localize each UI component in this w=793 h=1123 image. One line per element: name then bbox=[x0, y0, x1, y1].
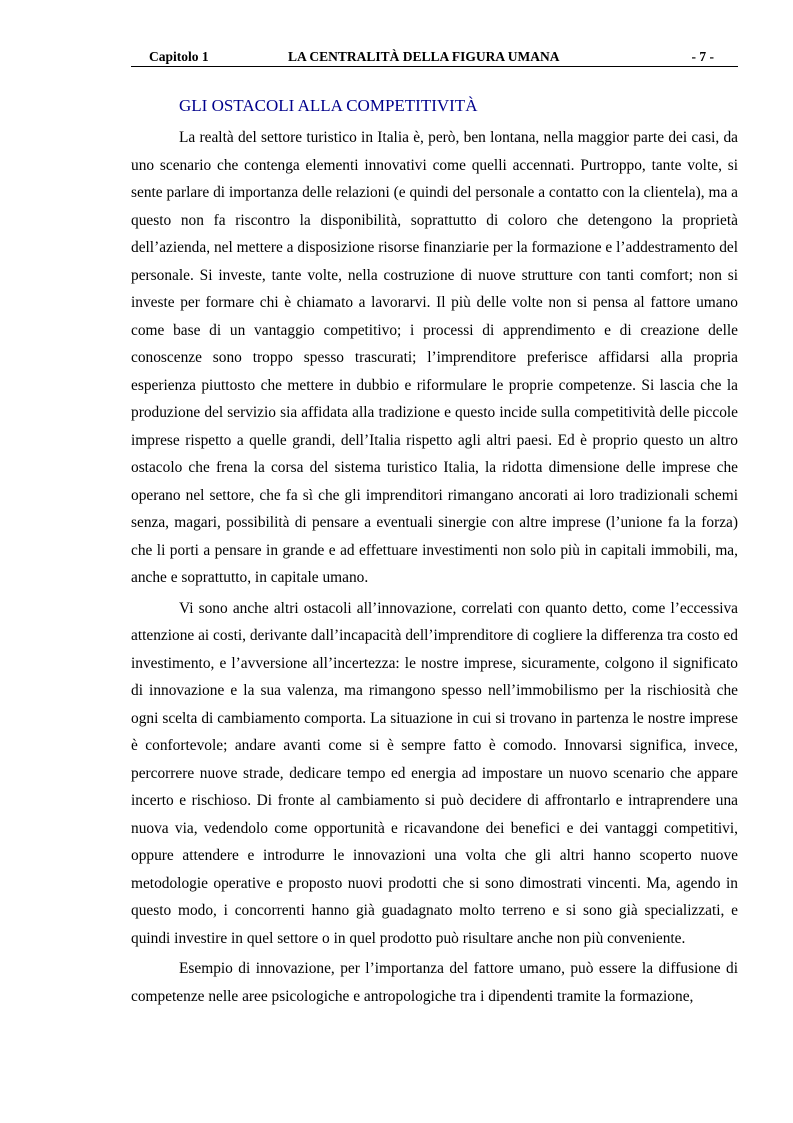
header-chapter-title: LA CENTRALITÀ DELLA FIGURA UMANA bbox=[288, 49, 560, 64]
running-header bbox=[131, 48, 738, 67]
header-page-number: - 7 - bbox=[691, 49, 714, 64]
paragraph-1: La realtà del settore turistico in Italia è, però, ben lontana, nella maggior parte dei casi, da uno scenario che contenga elementi innovativi come quelli accennati. Purtroppo, tante volte, si sente parlare di importanza delle relazioni (e quindi del personale a contatto con la clientela), ma a questo non fa riscontro la disponibilità, soprattutto di coloro che detengono la proprietà dell’azienda, nel mettere a disposizione risorse finanziarie per la formazione e l’addestramento del personale. Si investe, tante volte, nella costruzione di nuove strutture con tanti comfort; non si investe per formare chi è chiamato a lavorarvi. Il più delle volte non si pensa al fattore umano come base di un vantaggio competitivo; i processi di apprendimento e di creazione delle conoscenze sono troppo spesso trascurati; l’imprenditore preferisce affidarsi alla propria esperienza piuttosto che mettere in dubbio e riformulare le proprie competenze. Si lascia che la produzione del servizio sia affidata alla tradizione e questo incide sulla competitività delle piccole imprese rispetto a quelle grandi, dell’Italia rispetto agli altri paesi. Ed è proprio questo un altro ostacolo che frena la corsa del sistema turistico Italia, la ridotta dimensione delle imprese che operano nel settore, che fa sì che gli imprenditori rimangano ancorati ai loro tradizionali schemi senza, magari, possibilità di pensare a eventuali sinergie con altre imprese (l’unione fa la forza) che li porti a pensare in grande e ad effettuare investimenti non solo più in capitali immobili, ma, anche e soprattutto, in capitale umano. bbox=[131, 129, 738, 586]
body-text bbox=[131, 124, 738, 1013]
paragraph-3: Esempio di innovazione, per l’importanza del fattore umano, può essere la diffusione di competenze nelle aree psicologiche e antropologiche tra i dipendenti tramite la formazione, bbox=[131, 960, 738, 1005]
paragraph-2: Vi sono anche altri ostacoli all’innovazione, correlati con quanto detto, come l’eccessiva attenzione ai costi, derivante dall’incapacità dell’imprenditore di cogliere la differenza tra costo ed investimento, e l’avversione all’incertezza: le nostre imprese, sicuramente, colgono il significato di innovazione e la sua valenza, ma rimangono spesso nell’immobilismo per la rischiosità che ogni scelta di cambiamento comporta. La situazione in cui si trovano in partenza le nostre imprese è confortevole; andare avanti come si è sempre fatto è comodo. Innovarsi significa, invece, percorrere nuove strade, dedicare tempo ed energia ad impostare un nuovo scenario che appare incerto e rischioso. Di fronte al cambiamento si può decidere di affrontarlo e intraprendere una nuova via, vedendolo come opportunità e ricavandone dei benefici e dei vantaggi competitivi, oppure attendere e introdurre le innovazioni una volta che gli altri hanno scoperto nuove metodologie operative e proposto nuovi prodotti che si sono dimostrati vincenti. Ma, agendo in questo modo, i concorrenti hanno già guadagnato molto terreno e si sono già specializzati, e quindi investire in quel settore o in quel prodotto può risultare anche non più conveniente. bbox=[131, 599, 738, 947]
header-chapter: Capitolo 1 bbox=[149, 49, 209, 64]
section-title: GLI OSTACOLI ALLA COMPETITIVITÀ bbox=[179, 96, 478, 115]
